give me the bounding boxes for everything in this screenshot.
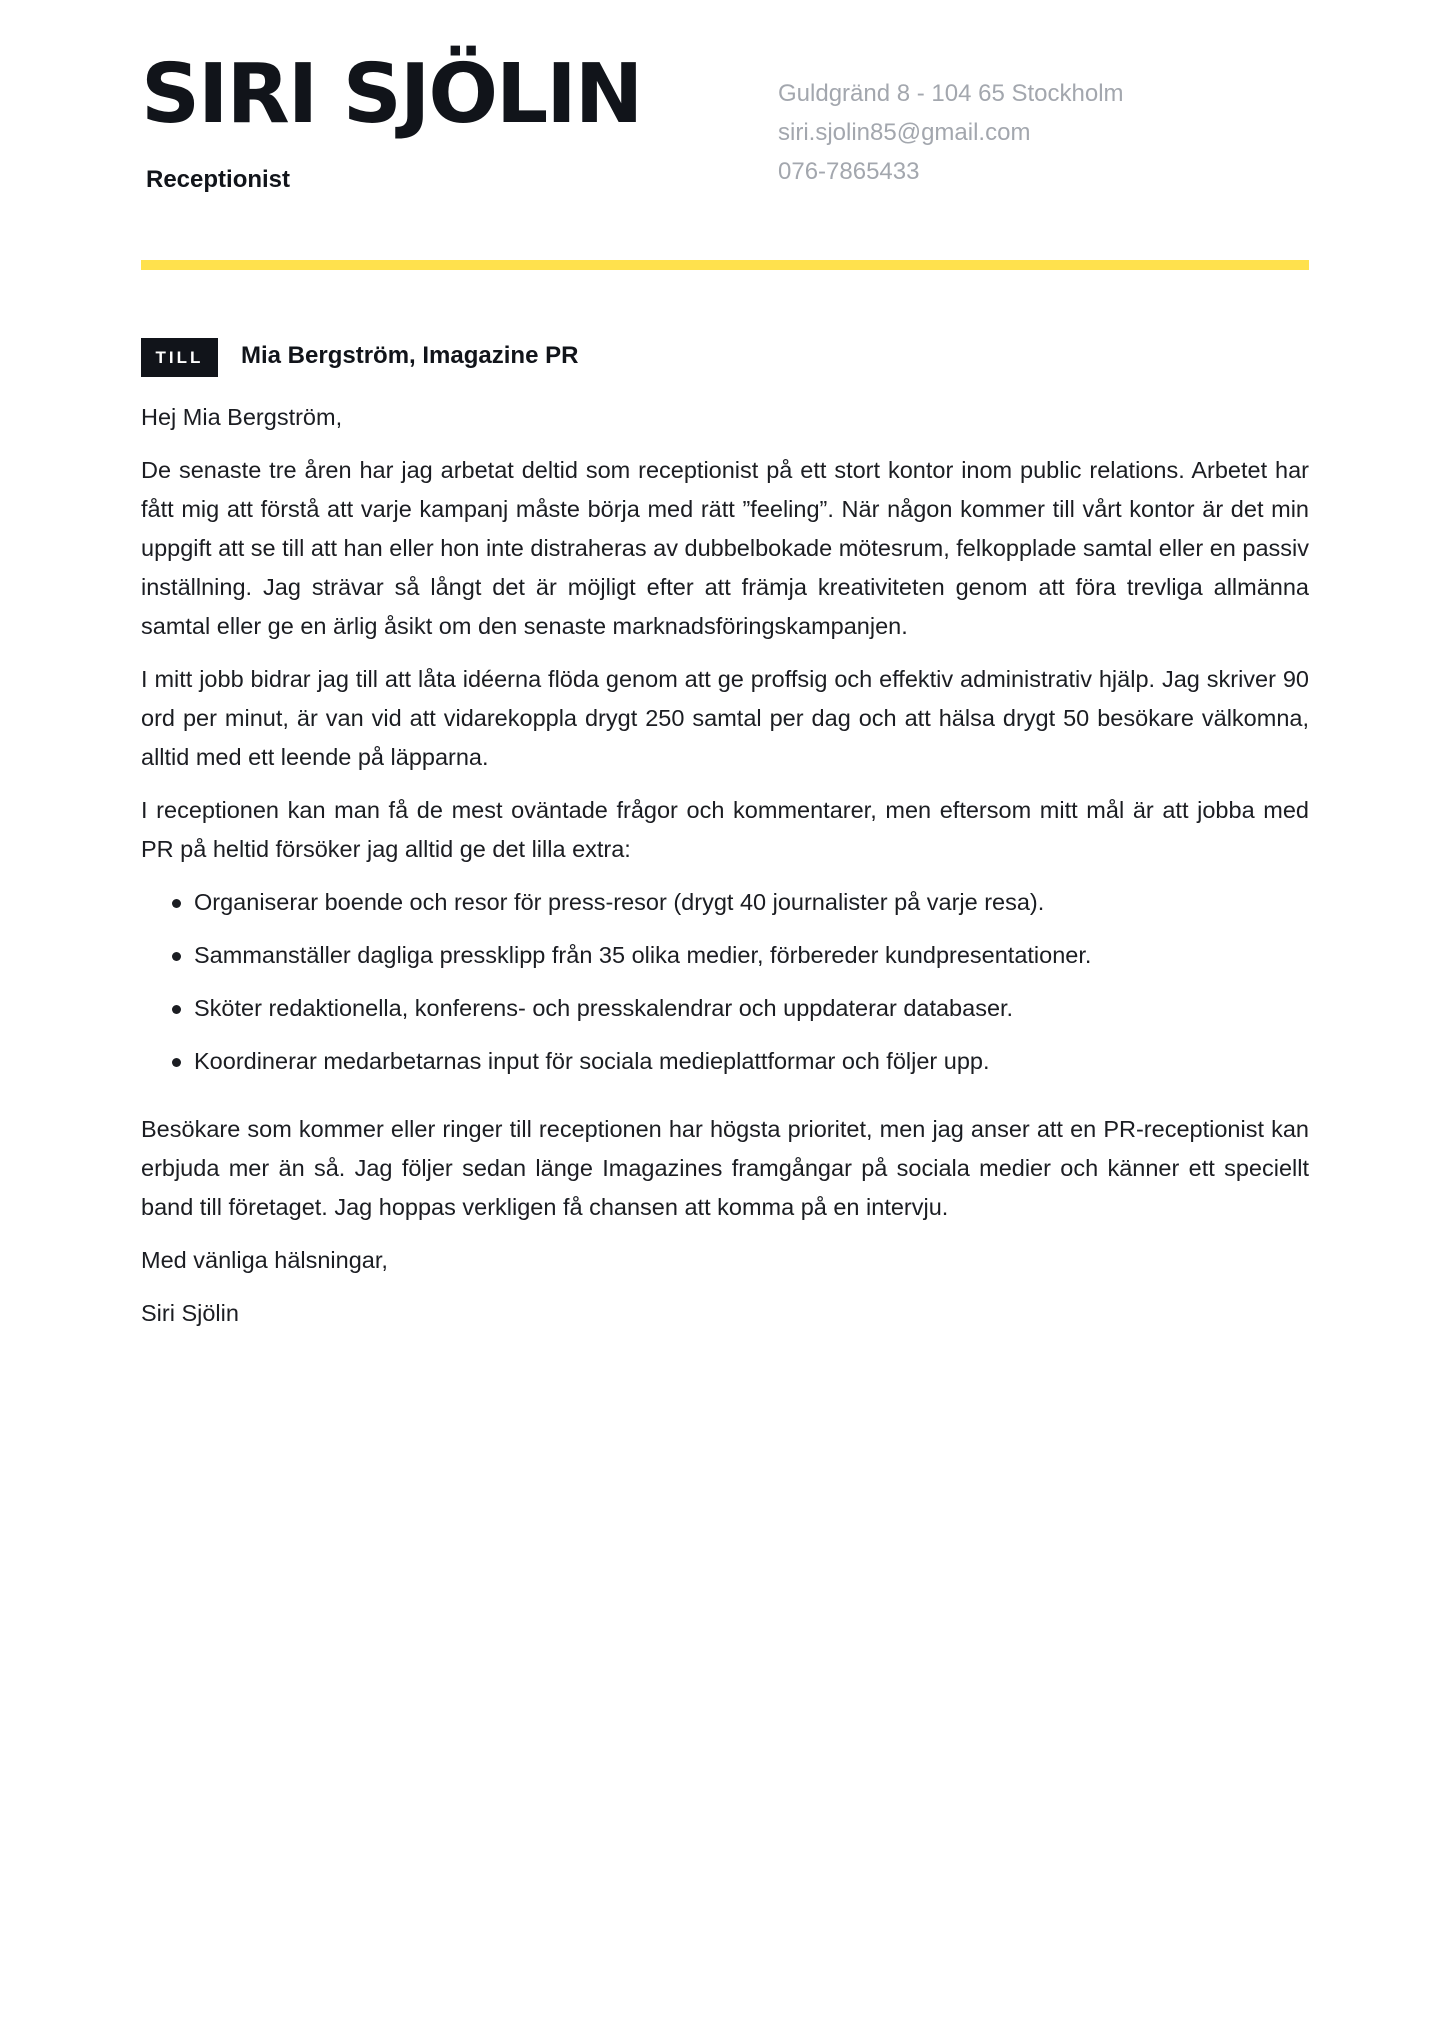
recipient-label-badge: TILL <box>141 338 218 377</box>
greeting: Hej Mia Bergström, <box>141 404 343 430</box>
bullet-icon <box>172 899 181 908</box>
recipient-row <box>141 338 578 377</box>
cover-letter-page <box>141 0 1309 1326</box>
contact-info <box>778 74 1124 191</box>
list-item <box>141 1042 1309 1081</box>
letter-header <box>141 0 1309 270</box>
contact-address: Guldgränd 8 - 104 65 Stockholm <box>778 80 1124 107</box>
accent-divider <box>141 260 1309 270</box>
list-item-text: Koordinerar medarbetarnas input för sociala medieplattformar och följer upp. <box>194 1048 990 1074</box>
recipient-name: Mia Bergström, Imagazine PR <box>241 341 579 369</box>
list-item-text: Sammanställer dagliga pressklipp från 35 olika medier, förbereder kundpresentationer. <box>194 942 1092 968</box>
paragraph: I mitt jobb bidrar jag till att låta idéerna flöda genom att ge proffsig och effektiv administrativ hjälp. Jag skriver 90 ord per minut, är van vid att vidarekoppla drygt 250 samtal per dag och att hälsa drygt 50 besökare välkomna, alltid med ett leende på läpparna. <box>141 666 1309 770</box>
letter-body <box>141 398 1309 1347</box>
achievement-list <box>141 883 1309 1081</box>
applicant-role: Receptionist <box>146 166 291 193</box>
list-item <box>141 989 1309 1028</box>
paragraph: I receptionen kan man få de mest oväntade frågor och kommentarer, men eftersom mitt mål är att jobba med PR på heltid försöker jag alltid ge det lilla extra: <box>141 797 1309 862</box>
contact-phone[interactable]: 076-7865433 <box>778 158 920 185</box>
list-item-text: Sköter redaktionella, konferens- och presskalendrar och uppdaterar databaser. <box>194 995 1014 1021</box>
signature: Siri Sjölin <box>141 1300 239 1326</box>
closing-paragraph: Besökare som kommer eller ringer till receptionen har högsta prioritet, men jag anser att en PR-receptionist kan erbjuda mer än så. Jag följer sedan länge Imagazines framgångar på sociala medier och känner ett speciellt band till företaget. Jag hoppas verkligen få chansen att komma på en intervju. <box>141 1116 1309 1220</box>
bullet-icon <box>172 1058 181 1067</box>
closing-salutation: Med vänliga hälsningar, <box>141 1247 388 1273</box>
contact-email[interactable]: siri.sjolin85@gmail.com <box>778 119 1031 146</box>
list-item-text: Organiserar boende och resor för press-resor (drygt 40 journalister på varje resa). <box>194 889 1045 915</box>
list-item <box>141 936 1309 975</box>
bullet-icon <box>172 1005 181 1014</box>
paragraph: De senaste tre åren har jag arbetat deltid som receptionist på ett stort kontor inom public relations. Arbetet har fått mig att förstå att varje kampanj måste börja med rätt ”feeling”. När någon kommer till vårt kontor är det min uppgift att se till att han eller hon inte distraheras av dubbelbokade mötesrum, felkopplade samtal eller en passiv inställning. Jag strävar så långt det är möjligt efter att främja kreativiteten genom att föra trevliga allmänna samtal eller ge en ärlig åsikt om den senaste marknadsföringskampanjen. <box>141 457 1309 639</box>
list-item <box>141 883 1309 922</box>
bullet-icon <box>172 952 181 961</box>
applicant-name: SIRI SJÖLIN <box>141 47 642 142</box>
